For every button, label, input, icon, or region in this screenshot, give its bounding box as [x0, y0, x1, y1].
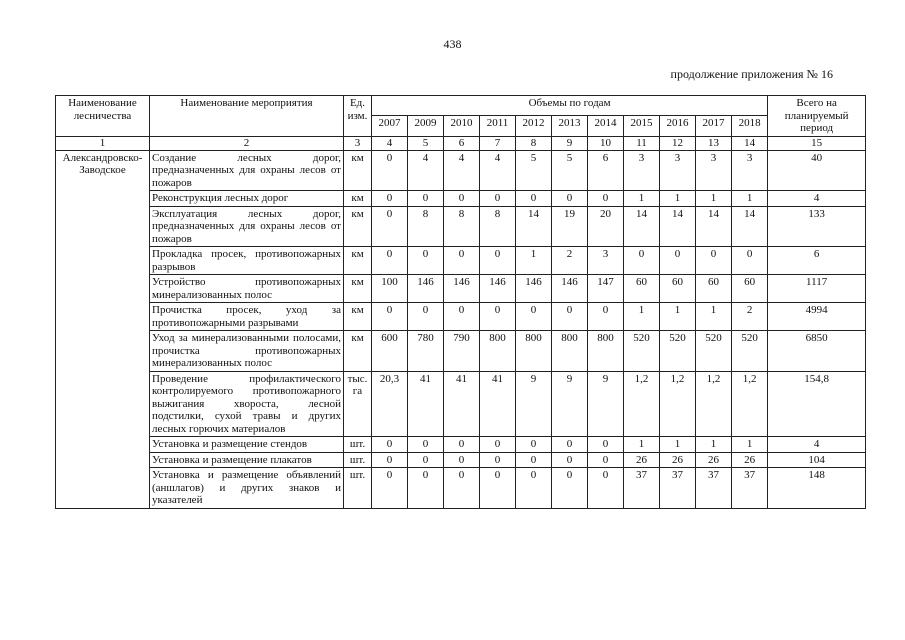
volume-cell: 0: [516, 303, 552, 331]
volume-cell: 0: [516, 468, 552, 509]
total-cell: 133: [768, 206, 866, 247]
column-number: 13: [696, 136, 732, 150]
total-cell: 6850: [768, 331, 866, 372]
volume-cell: 5: [552, 150, 588, 191]
header-year: 2010: [444, 116, 480, 136]
volume-cell: 0: [480, 452, 516, 468]
activity-name: Прокладка просек, противопожарных разрывов: [150, 247, 344, 275]
volume-cell: 4: [444, 150, 480, 191]
volume-cell: 800: [588, 331, 624, 372]
activity-name: Эксплуатация лесных дорог, предназначенных для охраны лесов от пожаров: [150, 206, 344, 247]
volume-cell: 0: [624, 247, 660, 275]
volume-cell: 1: [660, 437, 696, 453]
volume-cell: 3: [660, 150, 696, 191]
total-cell: 104: [768, 452, 866, 468]
header-total: Всего на планируемый период: [768, 96, 866, 137]
header-year: 2015: [624, 116, 660, 136]
volume-cell: 14: [696, 206, 732, 247]
volume-cell: 3: [588, 247, 624, 275]
volume-cell: 0: [372, 303, 408, 331]
volume-cell: 20: [588, 206, 624, 247]
unit-cell: км: [344, 206, 372, 247]
volume-cell: 146: [408, 275, 444, 303]
volume-cell: 60: [624, 275, 660, 303]
column-number: 9: [552, 136, 588, 150]
volume-cell: 0: [444, 191, 480, 207]
volume-cell: 800: [516, 331, 552, 372]
column-number: 3: [344, 136, 372, 150]
volume-cell: 0: [372, 247, 408, 275]
activity-name: Проведение профилактического контролируемого противопожарного выжигания хвороста, лесной подстилки, сухой травы и других лесных горючих материалов: [150, 371, 344, 437]
total-cell: 154,8: [768, 371, 866, 437]
volume-cell: 41: [480, 371, 516, 437]
volume-cell: 41: [408, 371, 444, 437]
volume-cell: 9: [552, 371, 588, 437]
page-number: 438: [443, 37, 462, 51]
total-cell: 6: [768, 247, 866, 275]
volume-cell: 1,2: [624, 371, 660, 437]
column-number: 15: [768, 136, 866, 150]
unit-cell: км: [344, 150, 372, 191]
forestry-name: Александровско-Заводское: [56, 150, 150, 508]
total-cell: 4994: [768, 303, 866, 331]
volume-cell: 520: [660, 331, 696, 372]
header-year: 2009: [408, 116, 444, 136]
volume-cell: 37: [660, 468, 696, 509]
volume-cell: 60: [660, 275, 696, 303]
unit-cell: км: [344, 331, 372, 372]
volume-cell: 0: [444, 303, 480, 331]
column-number: 12: [660, 136, 696, 150]
volume-cell: 1,2: [660, 371, 696, 437]
volume-cell: 1: [696, 303, 732, 331]
volume-cell: 3: [696, 150, 732, 191]
volume-cell: 146: [444, 275, 480, 303]
volume-cell: 0: [588, 468, 624, 509]
volume-cell: 0: [588, 452, 624, 468]
volume-cell: 0: [660, 247, 696, 275]
table-row: [56, 331, 866, 372]
volume-cell: 0: [588, 303, 624, 331]
volume-cell: 0: [696, 247, 732, 275]
activity-name: Прочистка просек, уход за противопожарными разрывами: [150, 303, 344, 331]
volume-cell: 5: [516, 150, 552, 191]
activity-name: Установка и размещение плакатов: [150, 452, 344, 468]
table-row: [56, 191, 866, 207]
volume-cell: 0: [516, 452, 552, 468]
total-cell: 40: [768, 150, 866, 191]
volume-cell: 2: [732, 303, 768, 331]
volume-cell: 0: [552, 303, 588, 331]
volume-cell: 19: [552, 206, 588, 247]
volume-cell: 0: [552, 437, 588, 453]
volume-cell: 6: [588, 150, 624, 191]
volume-cell: 780: [408, 331, 444, 372]
volume-cell: 520: [696, 331, 732, 372]
volume-cell: 0: [408, 303, 444, 331]
volume-cell: 1: [624, 437, 660, 453]
column-number: 6: [444, 136, 480, 150]
volume-cell: 1: [516, 247, 552, 275]
volume-cell: 790: [444, 331, 480, 372]
volume-cell: 0: [480, 437, 516, 453]
volume-cell: 0: [480, 468, 516, 509]
column-number: 10: [588, 136, 624, 150]
volume-cell: 37: [696, 468, 732, 509]
header-year: 2011: [480, 116, 516, 136]
table-row: [56, 452, 866, 468]
volume-cell: 0: [444, 437, 480, 453]
volume-cell: 0: [372, 468, 408, 509]
volume-cell: 1: [660, 303, 696, 331]
table-row: [56, 150, 866, 191]
header-year: 2014: [588, 116, 624, 136]
volume-cell: 3: [732, 150, 768, 191]
table-row: [56, 371, 866, 437]
header-year: 2007: [372, 116, 408, 136]
header-year: 2018: [732, 116, 768, 136]
volume-cell: 1: [696, 191, 732, 207]
volume-cell: 100: [372, 275, 408, 303]
column-number: 7: [480, 136, 516, 150]
table-row: [56, 247, 866, 275]
volume-cell: 14: [516, 206, 552, 247]
volume-cell: 1: [732, 191, 768, 207]
volume-cell: 8: [408, 206, 444, 247]
unit-cell: шт.: [344, 437, 372, 453]
volume-cell: 0: [444, 247, 480, 275]
volume-cell: 0: [516, 191, 552, 207]
volume-cell: 8: [444, 206, 480, 247]
table-row: [56, 303, 866, 331]
header-activity: Наименование мероприятия: [150, 96, 344, 137]
activities-table: [55, 95, 866, 509]
volume-cell: 1: [624, 303, 660, 331]
header-unit: Ед. изм.: [344, 96, 372, 137]
volume-cell: 0: [552, 191, 588, 207]
volume-cell: 0: [588, 437, 624, 453]
volume-cell: 1: [732, 437, 768, 453]
volume-cell: 0: [588, 191, 624, 207]
volume-cell: 0: [372, 206, 408, 247]
header-year: 2017: [696, 116, 732, 136]
activity-name: Уход за минерализованными полосами, прочистка противопожарных минерализованных полос: [150, 331, 344, 372]
volume-cell: 0: [408, 452, 444, 468]
volume-cell: 26: [732, 452, 768, 468]
column-number: 4: [372, 136, 408, 150]
volume-cell: 146: [552, 275, 588, 303]
volume-cell: 0: [408, 247, 444, 275]
total-cell: 4: [768, 191, 866, 207]
column-number: 5: [408, 136, 444, 150]
volume-cell: 4: [408, 150, 444, 191]
volume-cell: 9: [588, 371, 624, 437]
volume-cell: 0: [732, 247, 768, 275]
header-year: 2013: [552, 116, 588, 136]
column-number: 1: [56, 136, 150, 150]
table-row: [56, 275, 866, 303]
volume-cell: 0: [552, 452, 588, 468]
volume-cell: 0: [372, 437, 408, 453]
volume-cell: 14: [660, 206, 696, 247]
total-cell: 1117: [768, 275, 866, 303]
volume-cell: 9: [516, 371, 552, 437]
column-number-row: [56, 136, 866, 150]
volume-cell: 1,2: [696, 371, 732, 437]
volume-cell: 0: [372, 191, 408, 207]
volume-cell: 600: [372, 331, 408, 372]
volume-cell: 41: [444, 371, 480, 437]
volume-cell: 26: [696, 452, 732, 468]
column-number: 8: [516, 136, 552, 150]
activity-name: Устройство противопожарных минерализованных полос: [150, 275, 344, 303]
volume-cell: 3: [624, 150, 660, 191]
activity-name: Установка и размещение объявлений (аншлагов) и других знаков и указателей: [150, 468, 344, 509]
volume-cell: 0: [408, 191, 444, 207]
activity-name: Установка и размещение стендов: [150, 437, 344, 453]
volume-cell: 800: [480, 331, 516, 372]
volume-cell: 20,3: [372, 371, 408, 437]
table-row: [56, 468, 866, 509]
total-cell: 148: [768, 468, 866, 509]
column-number: 2: [150, 136, 344, 150]
activity-name: Реконструкция лесных дорог: [150, 191, 344, 207]
volume-cell: 1: [660, 191, 696, 207]
unit-cell: км: [344, 247, 372, 275]
volume-cell: 1: [624, 191, 660, 207]
volume-cell: 147: [588, 275, 624, 303]
volume-cell: 4: [480, 150, 516, 191]
volume-cell: 520: [624, 331, 660, 372]
volume-cell: 0: [408, 437, 444, 453]
unit-cell: км: [344, 191, 372, 207]
header-year: 2012: [516, 116, 552, 136]
volume-cell: 0: [408, 468, 444, 509]
volume-cell: 26: [624, 452, 660, 468]
volume-cell: 1,2: [732, 371, 768, 437]
volume-cell: 0: [372, 150, 408, 191]
volume-cell: 146: [480, 275, 516, 303]
header-forestry: Наименование лесничества: [56, 96, 150, 137]
volume-cell: 14: [732, 206, 768, 247]
volume-cell: 37: [732, 468, 768, 509]
volume-cell: 14: [624, 206, 660, 247]
volume-cell: 146: [516, 275, 552, 303]
unit-cell: км: [344, 275, 372, 303]
total-cell: 4: [768, 437, 866, 453]
volume-cell: 37: [624, 468, 660, 509]
volume-cell: 2: [552, 247, 588, 275]
volume-cell: 0: [480, 191, 516, 207]
header-year: 2016: [660, 116, 696, 136]
volume-cell: 0: [444, 468, 480, 509]
volume-cell: 0: [516, 437, 552, 453]
volume-cell: 0: [480, 303, 516, 331]
header-volumes-by-year: Объемы по годам: [372, 96, 768, 116]
table-row: [56, 206, 866, 247]
volume-cell: 1: [696, 437, 732, 453]
volume-cell: 60: [732, 275, 768, 303]
table-row: [56, 437, 866, 453]
volume-cell: 60: [696, 275, 732, 303]
unit-cell: км: [344, 303, 372, 331]
unit-cell: шт.: [344, 452, 372, 468]
column-number: 14: [732, 136, 768, 150]
column-number: 11: [624, 136, 660, 150]
volume-cell: 800: [552, 331, 588, 372]
volume-cell: 0: [480, 247, 516, 275]
volume-cell: 0: [552, 468, 588, 509]
unit-cell: шт.: [344, 468, 372, 509]
volume-cell: 0: [372, 452, 408, 468]
volume-cell: 520: [732, 331, 768, 372]
continuation-note: продолжение приложения № 16: [670, 67, 833, 81]
unit-cell: тыс. га: [344, 371, 372, 437]
volume-cell: 0: [444, 452, 480, 468]
volume-cell: 26: [660, 452, 696, 468]
activity-name: Создание лесных дорог, предназначенных для охраны лесов от пожаров: [150, 150, 344, 191]
volume-cell: 8: [480, 206, 516, 247]
